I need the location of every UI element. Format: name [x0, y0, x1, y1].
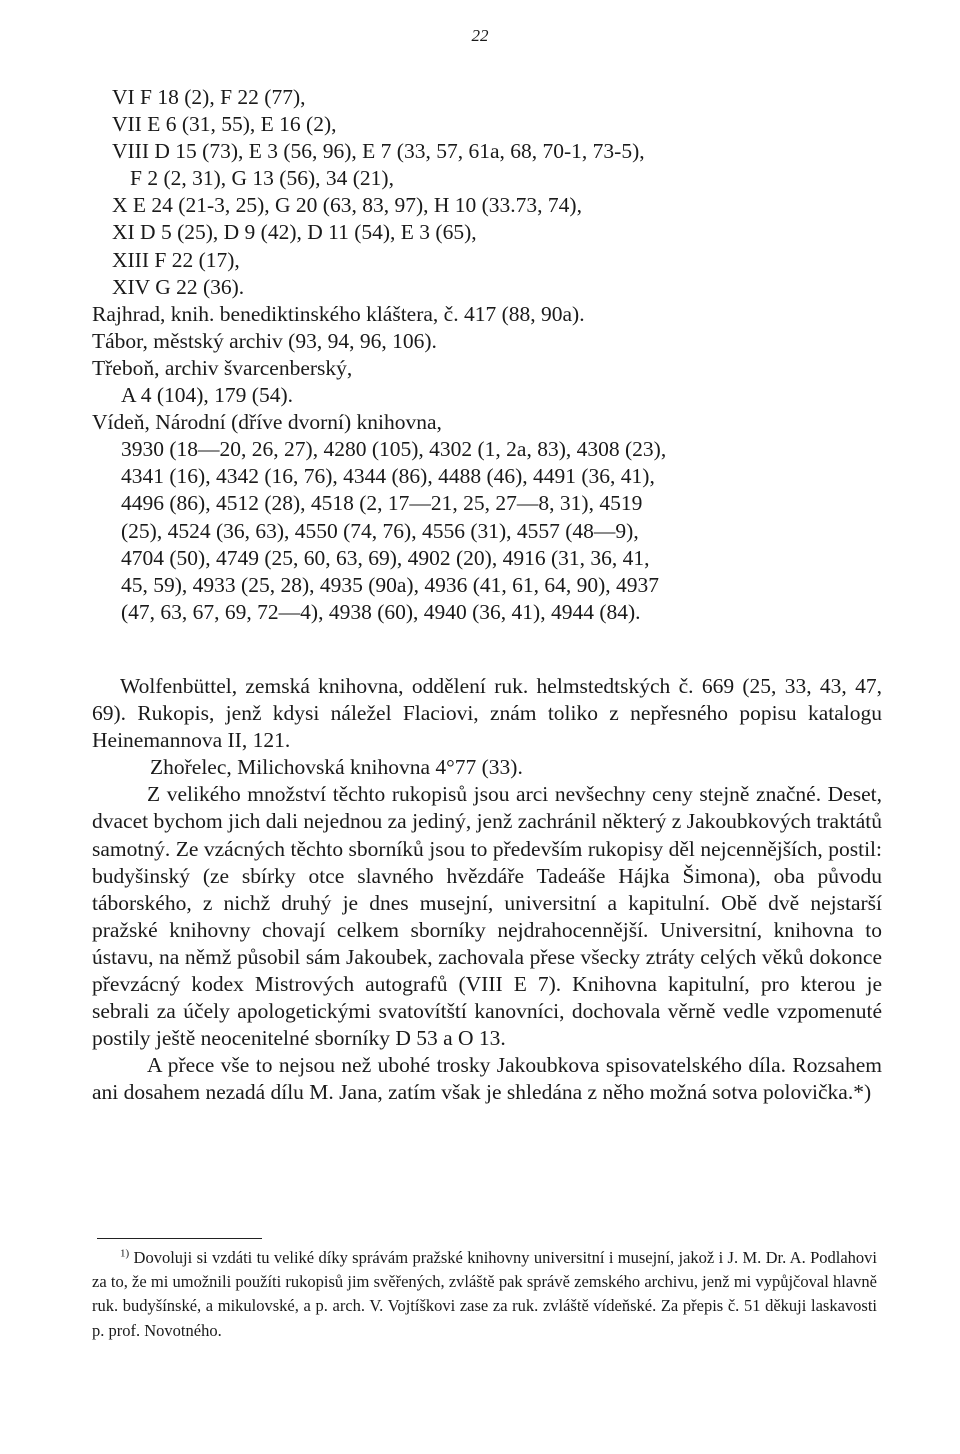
- list-item: Rajhrad, knih. benediktinského kláštera, č. 417 (88, 90a).: [92, 301, 585, 326]
- footnote-mark: 1): [120, 1247, 130, 1260]
- list-item: XI D 5 (25), D 9 (42), D 11 (54), E 3 (65),: [112, 220, 477, 245]
- list-item: F 2 (2, 31), G 13 (56), 34 (21),: [130, 166, 394, 191]
- list-item: X E 24 (21-3, 25), G 20 (63, 83, 97), H 10 (33.73, 74),: [112, 193, 582, 218]
- list-item: 4704 (50), 4749 (25, 60, 63, 69), 4902 (20), 4916 (31, 36, 41,: [121, 545, 650, 570]
- list-item: XIII F 22 (17),: [112, 247, 240, 272]
- list-item: Tábor, městský archiv (93, 94, 96, 106).: [92, 328, 437, 353]
- body-text: [92, 673, 882, 1107]
- paragraph: Z velikého množství těchto rukopisů jsou arci nevšechny ceny stejně značné. Deset, dvacet bychom jich dali nejednou za jediný, jenž zachránil některý z Jakoubkových traktátů samotný. Ze vzácných těchto sborníků jsou to především rukopisy děl nejcennějších, postil: budyšinský (ze sbírky otce slavného hvězdáře Tadeáše Hájka Šimona), oba původu táborského, z nichž druhý je dnes musejní, universitní a kapitulní. Obě dvě nejstarší pražské knihovny chovají celkem sborníky nejdrahocennější. Universitní, knihovna to ústavu, na němž působil sám Jakoubek, zachovala přese všecky ztráty celých věků dokonce převzácný kodex Mistrových autografů (VIII E 7). Knihovna kapitulní, pro kterou je sebrali za účely apologetickými svatovítští kanovníci, dochovala věrně vedle vzpomenuté postily ještě neocenitelné sborníky D 53 a O 13.: [92, 782, 882, 1051]
- footnote: [92, 1246, 877, 1343]
- list-item: 4496 (86), 4512 (28), 4518 (2, 17—21, 25, 27—8, 31), 4519: [121, 491, 643, 516]
- paragraph: A přece vše to nejsou než ubohé trosky Jakoubkova spisovatelského díla. Rozsahem ani dosahem nezadá dílu M. Jana, zatím však je shledána z něho možná sotva polovička.*): [92, 1053, 882, 1105]
- wolfenbuttel-entry: Wolfenbüttel, zemská knihovna, oddělení ruk. helmstedtských č. 669 (25, 33, 43, 47, 69). Rukopis, jenž kdysi náležel Flaciovi, znám toliko z nepřesného popisu katalogu Heinemannova II, 121.: [92, 674, 882, 753]
- footnote-divider: [97, 1238, 262, 1239]
- list-item: Vídeň, Národní (dříve dvorní) knihovna,: [92, 410, 442, 435]
- list-item: (47, 63, 67, 69, 72—4), 4938 (60), 4940 (36, 41), 4944 (84).: [121, 599, 641, 624]
- list-item: VIII D 15 (73), E 3 (56, 96), E 7 (33, 57, 61a, 68, 70-1, 73-5),: [112, 139, 645, 164]
- list-item: 3930 (18—20, 26, 27), 4280 (105), 4302 (1, 2a, 83), 4308 (23),: [121, 437, 667, 462]
- footnote-text: Dovoluji si vzdáti tu veliké díky správám pražské knihovny universitní i musejní, jakož i J. M. Dr. A. Podlahovi za to, že mi umožnili použíti rukopisů jim svěřených, zvláště pak správě zemského archivu, jenž mi vypůjčoval hlavně ruk. budyšínské, a mikulovské, a p. arch. V. Vojtíškovi zase za ruk. zvláště vídeňské. Za přepis č. 51 děkuji laskavosti p. prof. Novotného.: [92, 1248, 878, 1340]
- list-item: A 4 (104), 179 (54).: [121, 383, 293, 408]
- list-item: Třeboň, archiv švarcenberský,: [92, 355, 353, 380]
- zhorelec-entry: Zhořelec, Milichovská knihovna 4°77 (33).: [150, 755, 523, 780]
- manuscript-list: [92, 84, 882, 626]
- list-item: VI F 18 (2), F 22 (77),: [112, 85, 306, 109]
- list-item: XIV G 22 (36).: [112, 274, 245, 299]
- list-item: 45, 59), 4933 (25, 28), 4935 (90a), 4936 (41, 61, 64, 90), 4937: [121, 572, 660, 597]
- list-item: VII E 6 (31, 55), E 16 (2),: [112, 112, 337, 137]
- list-item: 4341 (16), 4342 (16, 76), 4344 (86), 4488 (46), 4491 (36, 41),: [121, 464, 655, 489]
- list-item: (25), 4524 (36, 63), 4550 (74, 76), 4556 (31), 4557 (48—9),: [121, 518, 639, 543]
- page-number: 22: [471, 26, 489, 45]
